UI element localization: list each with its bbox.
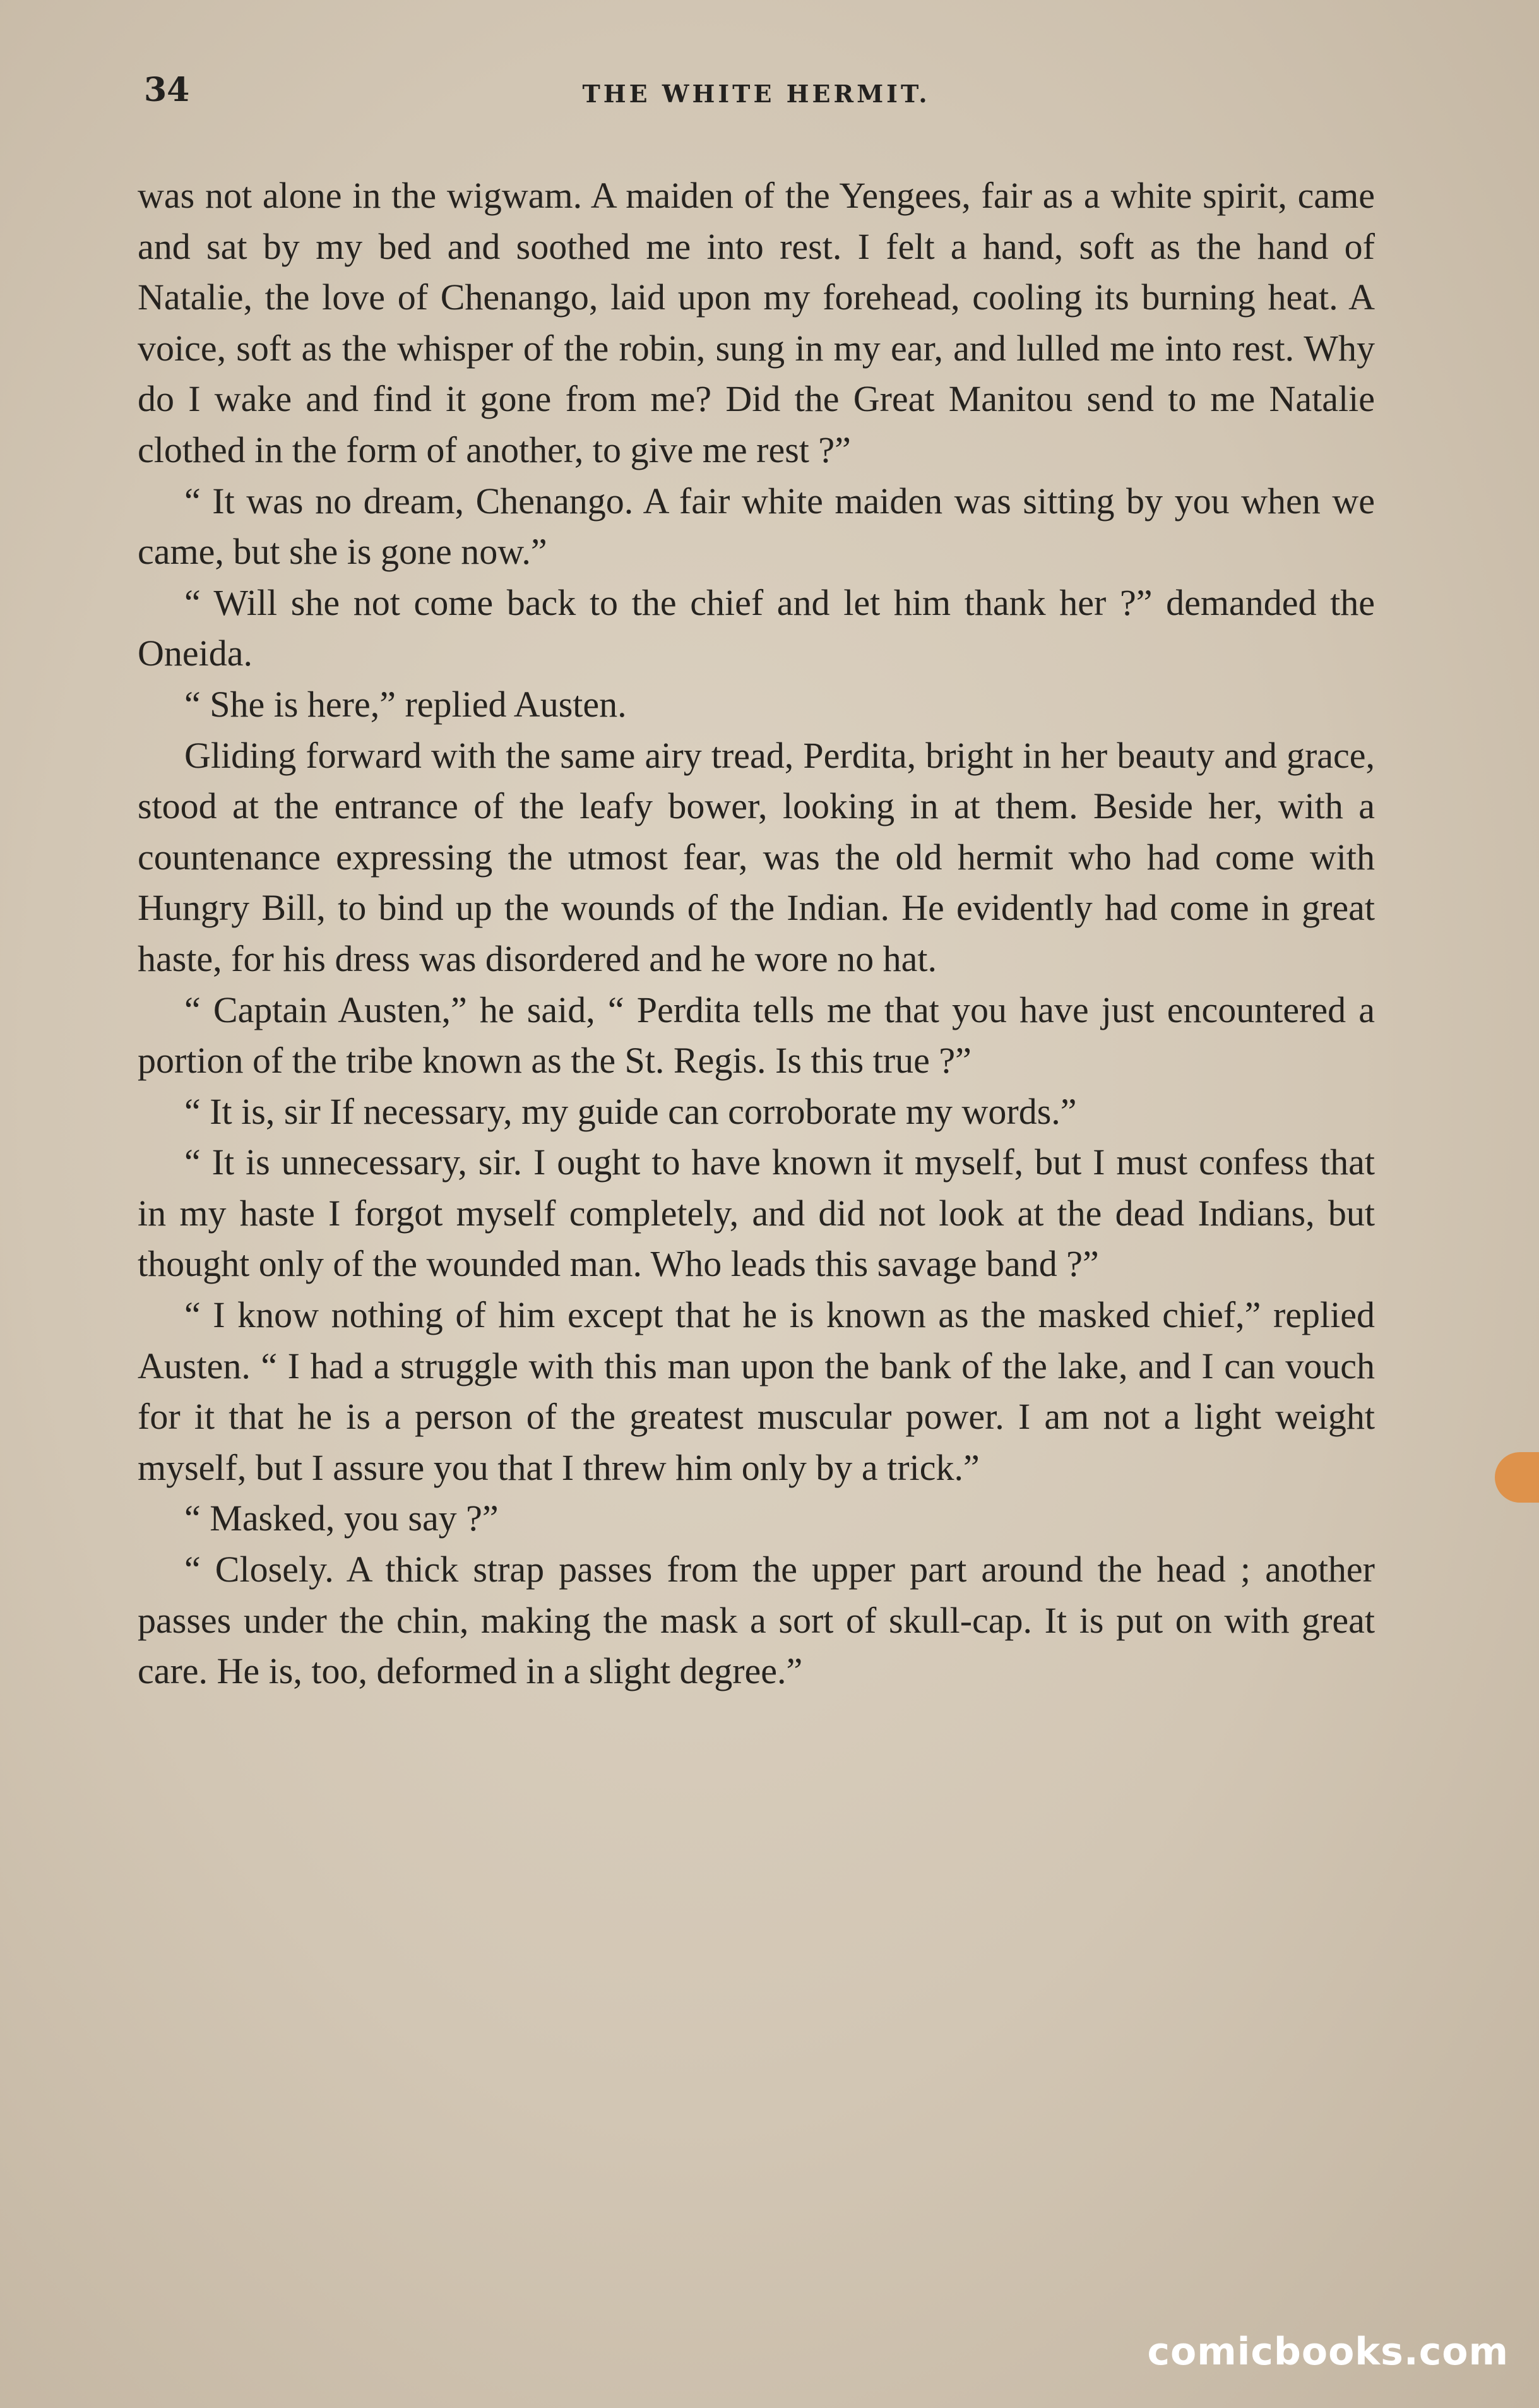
paragraph: was not alone in the wigwam. A maiden of the Yengees, fair as a white spirit, came and sat by my bed and soothed me into rest. I felt a hand, soft as the hand of Natalie, the love of Chenango, laid upon my forehead, cooling its burning heat. A voice, soft as the whisper of the robin, sung in my ear, and lulled me into rest. Why do I wake and find it gone from me? Did the Great Manitou send to me Natalie clothed in the form of another, to give me rest ?” bbox=[138, 175, 1375, 470]
paragraph: “ She is here,” replied Austen. bbox=[184, 683, 627, 725]
paragraph: “ It is unnecessary, sir. I ought to have known it myself, but I must confess that in my haste I forgot myself completely, and did not look at the dead Indians, but thought only of the wounded man. Who leads this savage band ?” bbox=[138, 1141, 1375, 1285]
paragraph: “ It was no dream, Chenango. A fair white maiden was sitting by you when we came, but she is gone now.” bbox=[138, 480, 1375, 573]
paragraph: “ It is, sir If necessary, my guide can corroborate my words.” bbox=[184, 1090, 1077, 1132]
paragraph: “ Will she not come back to the chief and let him thank her ?” demanded the Oneida. bbox=[138, 581, 1375, 674]
running-title: THE WHITE HERMIT. bbox=[582, 80, 930, 108]
watermark: comicbooks.com bbox=[1147, 2330, 1509, 2374]
paragraph: “ Masked, you say ?” bbox=[184, 1498, 499, 1539]
paragraph: “ Captain Austen,” he said, “ Perdita tells me that you have just encountered a portion of the tribe known as the St. Regis. Is this true ?” bbox=[138, 989, 1375, 1082]
page-number: 34 bbox=[144, 71, 190, 109]
paragraph: “ Closely. A thick strap passes from the upper part around the head ; another passes under the chin, making the mask a sort of skull-cap. It is put on with great care. He is, too, deformed in a slight degree.” bbox=[138, 1549, 1375, 1692]
paragraph: Gliding forward with the same airy tread, Perdita, bright in her beauty and grace, stood at the entrance of the leafy bower, looking in at them. Beside her, with a countenance expressing the utmost fear, was the old hermit who had come with Hungry Bill, to bind up the wounds of the Indian. He evidently had come in great haste, for his dress was disordered and he wore no hat. bbox=[138, 734, 1375, 979]
paragraph: “ I know nothing of him except that he is known as the masked chief,” replied Austen. “ I had a struggle with this man upon the bank of the lake, and I can vouch for it that he is a person of the greatest muscular power. I am not a light weight myself, but I assure you that I threw him only by a trick.” bbox=[138, 1294, 1375, 1488]
paper-stain bbox=[1495, 1452, 1539, 1503]
body-text bbox=[138, 170, 1375, 1697]
page-header bbox=[144, 71, 1369, 115]
